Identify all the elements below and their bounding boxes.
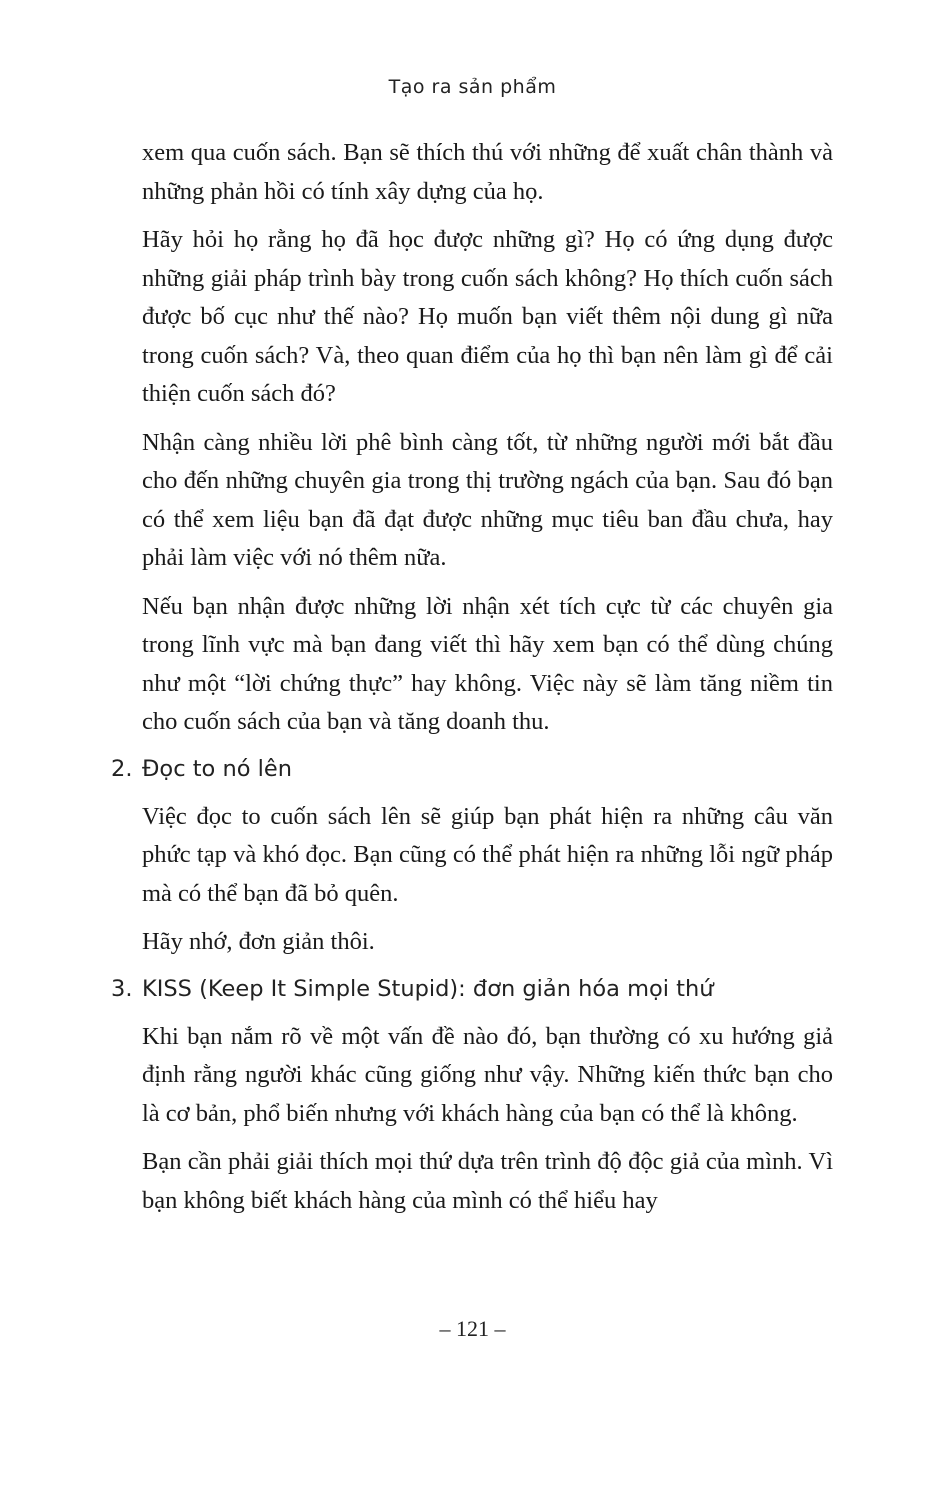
paragraph: Khi bạn nắm rõ về một vấn đề nào đó, bạn thường có xu hướng giả định rằng người khác cũng giống như vậy. Những kiến thức bạn cho là cơ bản, phổ biến nhưng với khách hàng của bạn có thể là không.	[142, 1022, 833, 1127]
running-head: Tạo ra sản phẩm	[388, 76, 557, 98]
page-number: – 121 –	[439, 1316, 506, 1341]
paragraph: Nếu bạn nhận được những lời nhận xét tích cực từ các chuyên gia trong lĩnh vực mà bạn đang viết thì hãy xem bạn có thể dùng chúng như một “lời chứng thực” hay không. Việc này sẽ làm tăng niềm tin cho cuốn sách của bạn và tăng doanh thu.	[142, 592, 833, 735]
section-heading-2	[111, 752, 833, 786]
paragraph: Bạn cần phải giải thích mọi thứ dựa trên trình độ độc giả của mình. Vì bạn không biết khách hàng của mình có thể hiểu hay	[142, 1148, 833, 1214]
paragraph: xem qua cuốn sách. Bạn sẽ thích thú với những để xuất chân thành và những phản hồi có tính xây dựng của họ.	[142, 139, 833, 205]
paragraph: Hãy nhớ, đơn giản thôi.	[142, 928, 375, 955]
page-body	[111, 134, 833, 1230]
section-number: 2.	[111, 755, 133, 782]
section-title: KISS (Keep It Simple Stupid): đơn giản hóa mọi thứ	[142, 975, 714, 1002]
section-number: 3.	[111, 975, 133, 1002]
paragraph: Nhận càng nhiều lời phê bình càng tốt, từ những người mới bắt đầu cho đến những chuyên gia trong thị trường ngách của bạn. Sau đó bạn có thể xem liệu bạn đã đạt được những mục tiêu ban đầu chưa, hay phải làm việc với nó thêm nữa.	[142, 428, 833, 571]
paragraph: Việc đọc to cuốn sách lên sẽ giúp bạn phát hiện ra những câu văn phức tạp và khó đọc. Bạn cũng có thể phát hiện ra những lỗi ngữ pháp mà có thể bạn đã bỏ quên.	[142, 802, 833, 907]
section-heading-3	[111, 972, 833, 1006]
paragraph: Hãy hỏi họ rằng họ đã học được những gì? Họ có ứng dụng được những giải pháp trình bày trong cuốn sách không? Họ thích cuốn sách được bố cục như thế nào? Họ muốn bạn viết thêm nội dung gì nữa trong cuốn sách? Và, theo quan điểm của họ thì bạn nên làm gì để cải thiện cuốn sách đó?	[142, 226, 833, 407]
section-title: Đọc to nó lên	[142, 755, 292, 782]
